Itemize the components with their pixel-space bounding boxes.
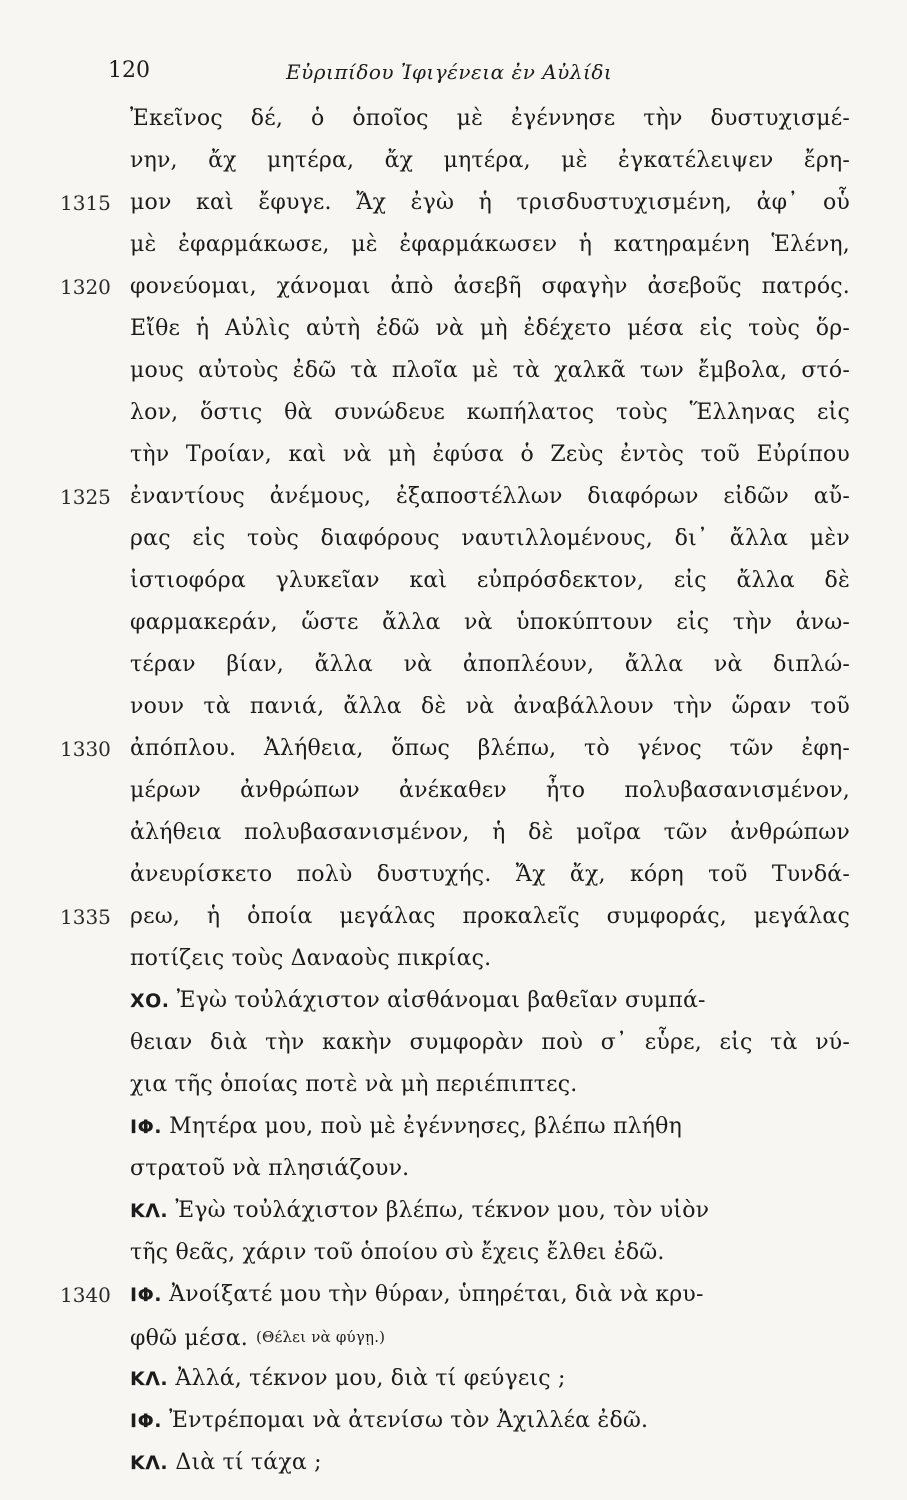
text-line <box>60 896 850 938</box>
line-body: φθῶ μέσα. <box>130 1326 248 1351</box>
line-text <box>130 266 850 308</box>
line-body: ρας εἰς τοὺς διαφόρους ναυτιλλομένους, δι᾽ ἄλλα μὲν <box>130 526 850 551</box>
line-body: ἀπόπλου. Ἀλήθεια, ὅπως βλέπω, τὸ γένος τῶν ἐφη- <box>130 736 850 761</box>
text-line <box>60 1022 850 1064</box>
line-body: Ἐκεῖνος δέ, ὁ ὁποῖος μὲ ἐγέννησε τὴν δυστυχισμέ- <box>130 106 850 131</box>
line-body: Ἀλλά, τέκνον μου, διὰ τί φεύγεις ; <box>175 1366 566 1391</box>
line-body: Ἐντρέπομαι νὰ ἀτενίσω τὸν Ἀχιλλέα ἐδῶ. <box>169 1408 649 1433</box>
line-text <box>130 644 850 686</box>
speaker-label: ΚΛ. <box>130 1368 169 1390</box>
line-body: ἀλήθεια πολυβασανισμένον, ἡ δὲ μοῖρα τῶν ἀνθρώπων <box>130 820 850 845</box>
page-number: 120 <box>108 58 150 83</box>
line-text <box>130 140 850 182</box>
line-body: Εἴθε ἡ Αὐλὶς αὐτὴ ἐδῶ νὰ μὴ ἐδέχετο μέσα εἰς τοὺς ὅρ- <box>130 316 850 341</box>
line-body: μέρων ἀνθρώπων ἀνέκαθεν ἦτο πολυβασανισμένον, <box>130 778 850 803</box>
line-text <box>130 1064 850 1106</box>
line-text <box>130 518 850 560</box>
line-body: μους αὐτοὺς ἐδῶ τὰ πλοῖα μὲ τὰ χαλκᾶ των ἔμβολα, στό- <box>130 358 850 383</box>
text-line <box>60 938 850 980</box>
line-body: Ἐγὼ τοὐλάχιστον βλέπω, τέκνον μου, τὸν υἱὸν <box>175 1198 710 1223</box>
line-text <box>130 98 850 140</box>
line-text <box>130 728 850 770</box>
line-body: Μητέρα μου, ποὺ μὲ ἐγέννησες, βλέπω πλήθη <box>169 1114 682 1139</box>
line-body: Διὰ τί τάχα ; <box>175 1450 322 1475</box>
line-body: νουν τὰ πανιά, ἄλλα δὲ νὰ ἀναβάλλουν τὴν ὥραν τοῦ <box>130 694 850 719</box>
line-text <box>130 308 850 350</box>
line-body: ρεω, ἡ ὁποία μεγάλας προκαλεῖς συμφοράς, μεγάλας <box>130 904 850 929</box>
line-text <box>130 1022 850 1064</box>
line-text <box>130 770 850 812</box>
text-line <box>60 1400 850 1442</box>
line-body: ἐναντίους ἀνέμους, ἐξαποστέλλων διαφόρων εἰδῶν αὔ- <box>130 484 850 509</box>
line-body: μὲ ἐφαρμάκωσε, μὲ ἐφαρμάκωσεν ἡ κατηραμένη Ἑλένη, <box>130 232 850 257</box>
line-text <box>130 686 850 728</box>
line-text <box>130 476 850 518</box>
text-line <box>60 98 850 140</box>
text-line <box>60 854 850 896</box>
line-body: φαρμακεράν, ὥστε ἄλλα νὰ ὑποκύπτουν εἰς τὴν ἀνω- <box>130 610 850 635</box>
text-line <box>60 1358 850 1400</box>
line-number: 1340 <box>60 1283 111 1307</box>
text-line <box>60 392 850 434</box>
text-line <box>60 1148 850 1190</box>
line-text <box>130 224 850 266</box>
line-text <box>130 182 850 224</box>
verse-text <box>60 98 850 1484</box>
line-body: στρατοῦ νὰ πλησιάζουν. <box>130 1156 410 1181</box>
line-body: Ἐγὼ τοὐλάχιστον αἰσθάνομαι βαθεῖαν συμπά- <box>176 988 706 1013</box>
line-text <box>130 1358 850 1400</box>
text-line <box>60 476 850 518</box>
line-body: ποτίζεις τοὺς Δαναοὺς πικρίας. <box>130 946 492 971</box>
line-body: μον καὶ ἔφυγε. Ἄχ ἐγὼ ἡ τρισδυστυχισμένη, ἀφ᾽ οὗ <box>130 190 850 215</box>
line-number: 1320 <box>60 275 111 299</box>
text-line <box>60 686 850 728</box>
speaker-label: ΧΟ. <box>130 990 170 1012</box>
line-text <box>130 392 850 434</box>
text-line <box>60 728 850 770</box>
text-line <box>60 560 850 602</box>
line-number: 1325 <box>60 485 111 509</box>
text-line <box>60 224 850 266</box>
line-body: λον, ὅστις θὰ συνώδευε κωπήλατος τοὺς Ἕλληνας εἰς <box>130 400 850 425</box>
line-text <box>130 1106 850 1148</box>
line-body: ἱστιοφόρα γλυκεῖαν καὶ εὐπρόσδεκτον, εἰς ἄλλα δὲ <box>130 568 850 593</box>
text-line <box>60 182 850 224</box>
page-header <box>108 58 828 92</box>
speaker-label: ΙΦ. <box>130 1410 162 1432</box>
text-line <box>60 1232 850 1274</box>
line-text <box>130 1316 850 1360</box>
text-line <box>60 1442 850 1484</box>
speaker-label: ΚΛ. <box>130 1200 169 1222</box>
text-line <box>60 1106 850 1148</box>
line-text <box>130 1400 850 1442</box>
text-line <box>60 602 850 644</box>
line-body: χια τῆς ὁποίας ποτὲ νὰ μὴ περιέπιπτες. <box>130 1072 578 1097</box>
text-line <box>60 1274 850 1316</box>
running-title: Εὐριπίδου Ἰφιγένεια ἐν Αὐλίδι <box>286 60 613 84</box>
line-text <box>130 980 850 1022</box>
text-line <box>60 350 850 392</box>
line-text <box>130 1442 850 1484</box>
text-line <box>60 980 850 1022</box>
line-text <box>130 350 850 392</box>
stage-direction: (Θέλει νὰ φύγῃ.) <box>255 1328 386 1346</box>
line-body: θειαν διὰ τὴν κακὴν συμφορὰν ποὺ σ᾽ εὗρε, εἰς τὰ νύ- <box>130 1030 850 1055</box>
line-text <box>130 896 850 938</box>
line-body: Ἀνοίξατέ μου τὴν θύραν, ὑπηρέται, διὰ νὰ κρυ- <box>169 1282 704 1307</box>
text-line <box>60 1316 850 1358</box>
speaker-label: ΙΦ. <box>130 1116 162 1138</box>
text-line <box>60 266 850 308</box>
text-line <box>60 140 850 182</box>
speaker-label: ΚΛ. <box>130 1452 169 1474</box>
line-number: 1330 <box>60 737 111 761</box>
line-body: ἀνευρίσκετο πολὺ δυστυχής. Ἄχ ἄχ, κόρη τοῦ Τυνδά- <box>130 862 850 887</box>
line-text <box>130 1148 850 1190</box>
text-line <box>60 644 850 686</box>
line-body: τέραν βίαν, ἄλλα νὰ ἀποπλέουν, ἄλλα νὰ διπλώ- <box>130 652 850 677</box>
line-number: 1335 <box>60 905 111 929</box>
line-text <box>130 560 850 602</box>
line-text <box>130 602 850 644</box>
line-body: τὴν Τροίαν, καὶ νὰ μὴ ἐφύσα ὁ Ζεὺς ἐντὸς τοῦ Εὐρίπου <box>130 442 850 467</box>
text-line <box>60 308 850 350</box>
text-line <box>60 518 850 560</box>
line-text <box>130 1274 850 1316</box>
line-text <box>130 854 850 896</box>
text-line <box>60 1064 850 1106</box>
line-body: νην, ἄχ μητέρα, ἄχ μητέρα, μὲ ἐγκατέλειψεν ἔρη- <box>130 148 850 173</box>
line-body: τῆς θεᾶς, χάριν τοῦ ὁποίου σὺ ἔχεις ἔλθει ἐδῶ. <box>130 1240 665 1265</box>
text-line <box>60 1190 850 1232</box>
line-text <box>130 1190 850 1232</box>
speaker-label: ΙΦ. <box>130 1284 162 1306</box>
text-line <box>60 812 850 854</box>
line-body: φονεύομαι, χάνομαι ἀπὸ ἀσεβῆ σφαγὴν ἀσεβοῦς πατρός. <box>130 274 850 299</box>
line-text <box>130 812 850 854</box>
line-number: 1315 <box>60 191 111 215</box>
line-text <box>130 938 850 980</box>
text-line <box>60 434 850 476</box>
text-line <box>60 770 850 812</box>
line-text <box>130 1232 850 1274</box>
line-text <box>130 434 850 476</box>
